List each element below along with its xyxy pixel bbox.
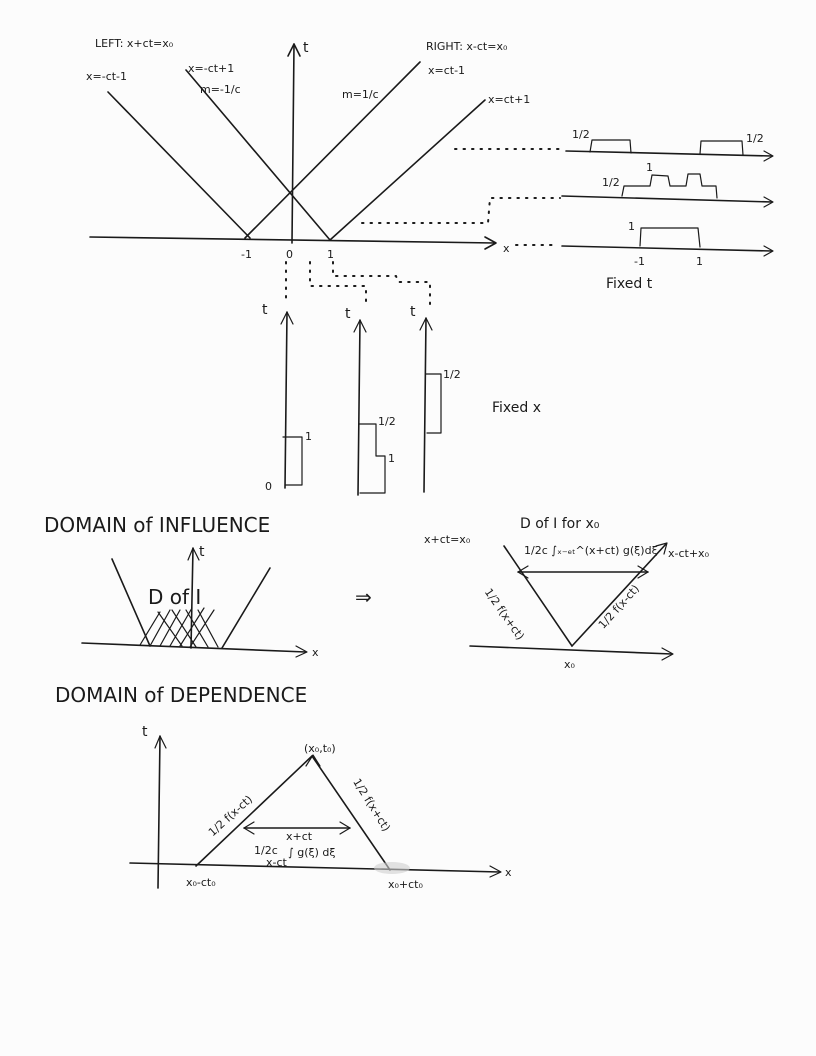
characteristics-diagram <box>86 37 565 304</box>
dependence-integral-pre: 1/2c <box>254 844 278 857</box>
t-axis-label: t <box>303 40 309 56</box>
dependence-title: DOMAIN of DEPENDENCE <box>55 683 308 707</box>
influence-x0-label: x₀ <box>564 658 575 671</box>
line-x-eq-ct-minus-1 <box>245 62 420 238</box>
t-axis <box>292 44 294 243</box>
fixed-t-plots <box>562 128 773 292</box>
dependence-right-edge-label: 1/2 f(x+ct) <box>350 776 393 834</box>
dependence-base-left: x₀-ct₀ <box>186 876 216 889</box>
dependence-left-edge-label: 1/2 f(x-ct) <box>205 792 256 839</box>
influence-x-label: x <box>312 646 319 659</box>
tick-0: 0 <box>286 248 293 261</box>
fixed-x-g3-half: 1/2 <box>443 368 461 381</box>
dependence-base-right: x₀+ct₀ <box>388 878 423 891</box>
influence-x0-axis <box>470 646 672 654</box>
influence-right-char <box>572 544 666 646</box>
fixed-x-title: Fixed x <box>492 400 542 416</box>
dependence-t-label: t <box>142 724 148 740</box>
fixed-t-axis-1 <box>566 151 772 156</box>
fixed-t-axis-3 <box>562 246 772 251</box>
influence-left-line-label: x+ct=x₀ <box>424 533 471 546</box>
fixed-t-pulse-3 <box>640 228 700 247</box>
fixed-x-g2-half: 1/2 <box>378 415 396 428</box>
domain-of-influence <box>44 513 710 671</box>
fixed-x-axis-2 <box>358 320 360 495</box>
influence-d-of-i: D of I <box>148 585 202 609</box>
fixed-x-t-1: t <box>262 302 268 318</box>
influence-integral-label: 1/2c ∫ₓ₋ₑₜ^(x+ct) g(ξ)dξ <box>524 544 658 557</box>
dependence-x-axis <box>130 863 500 872</box>
x-axis-label: x <box>503 242 510 255</box>
line-r1-label: x=ct-1 <box>428 64 466 77</box>
dots-row-2 <box>362 198 560 223</box>
fixed-t-p2-half: 1/2 <box>602 176 620 189</box>
line-r2-label: x=ct+1 <box>488 93 531 106</box>
right-label: RIGHT: x-ct=x₀ <box>426 40 508 53</box>
line-x-eq-ct-plus-1 <box>330 100 485 240</box>
left-label: LEFT: x+ct=x₀ <box>95 37 174 50</box>
line-x-eq-neg-ct-minus-1 <box>108 92 250 238</box>
fixed-x-t-3: t <box>410 304 416 320</box>
fixed-t-p3-one: 1 <box>628 220 635 233</box>
slope-neg-label: m=-1/c <box>200 83 241 96</box>
fixed-t-p2-one: 1 <box>646 161 653 174</box>
dependence-integral-top: x+ct <box>286 830 313 843</box>
fixed-x-g2-one: 1 <box>388 452 395 465</box>
fixed-x-axis-3 <box>424 318 426 492</box>
fixed-t-title: Fixed t <box>606 276 653 292</box>
fixed-t-p3-p1: 1 <box>696 255 703 268</box>
fixed-t-axis-2 <box>562 196 772 202</box>
fixed-t-p1-left: 1/2 <box>572 128 590 141</box>
influence-title: DOMAIN of INFLUENCE <box>44 513 271 537</box>
influence-right-boundary <box>222 568 270 648</box>
fixed-x-step-3 <box>426 374 441 433</box>
implies-arrow: ⇒ <box>355 585 372 609</box>
dependence-apex-label: (x₀,t₀) <box>304 742 336 755</box>
influence-hatching <box>140 608 218 647</box>
dependence-integral-bot: x-ct <box>266 856 287 869</box>
tick-minus-1: -1 <box>241 248 252 261</box>
dependence-t-axis <box>158 736 160 888</box>
fixed-x-plots <box>262 302 541 495</box>
influence-d-of-i-for: D of I for x₀ <box>520 516 600 532</box>
line-l2-label: x=-ct+1 <box>188 62 235 75</box>
dependence-x-label: x <box>505 866 512 879</box>
influence-left-boundary <box>112 559 150 646</box>
influence-left-edge-label: 1/2 f(x+ct) <box>481 586 527 643</box>
fixed-x-step-2 <box>359 424 385 493</box>
line-l1-label: x=-ct-1 <box>86 70 128 83</box>
fixed-t-p3-m1: -1 <box>634 255 645 268</box>
dependence-integral-body: ∫ g(ξ) dξ <box>288 846 336 859</box>
fixed-t-pulse-1b <box>700 141 743 155</box>
tick-1: 1 <box>327 248 334 261</box>
influence-t-label: t <box>199 544 205 560</box>
fixed-t-p1-right: 1/2 <box>746 132 764 145</box>
fixed-x-t-2: t <box>345 306 351 322</box>
fixed-x-g1-one: 1 <box>305 430 312 443</box>
slope-pos-label: m=1/c <box>342 88 379 101</box>
fixed-x-g1-zero: 0 <box>265 480 272 493</box>
fixed-t-pulse-2 <box>622 174 717 198</box>
domain-of-dependence <box>55 683 512 891</box>
dots-col-3 <box>333 262 430 304</box>
influence-right-edge-label: 1/2 f(x-ct) <box>595 582 643 632</box>
dots-col-2 <box>310 262 366 304</box>
dependence-smudge <box>374 862 410 874</box>
fixed-x-axis-1 <box>285 312 287 488</box>
influence-right-line-label: x-ct+x₀ <box>668 547 709 560</box>
